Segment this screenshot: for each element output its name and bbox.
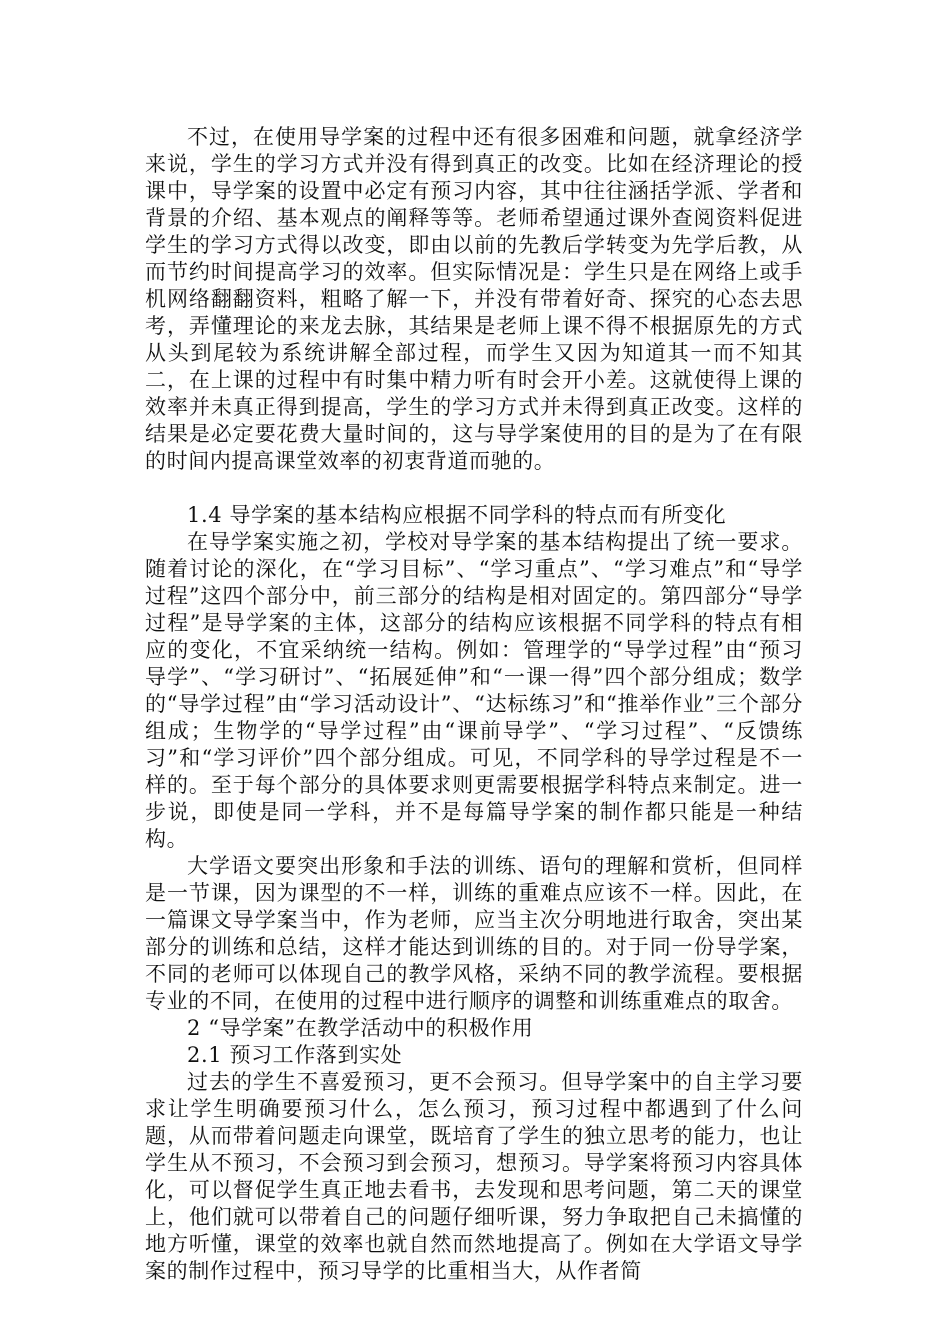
- document-body: [145, 124, 803, 1285]
- paragraph-usage-problems: 不过，在使用导学案的过程中还有很多困难和问题，就拿经济学来说，学生的学习方式并没有得到真正的改变。比如在经济理论的授课中，导学案的设置中必定有预习内容，其中往往涵括学派、学者和背景的介绍、基本观点的阐释等等。老师希望通过课外查阅资料促进学生的学习方式得以改变，即由以前的先教后学转变为先学后教，从而节约时间提高学习的效率。但实际情况是：学生只是在网络上或手机网络翻翻资料，粗略了解一下，并没有带着好奇、探究的心态去思考，弄懂理论的来龙去脉，其结果是老师上课不得不根据原先的方式从头到尾较为系统讲解全部过程，而学生又因为知道其一而不知其二，在上课的过程中有时集中精力听有时会开小差。这就使得上课的效率并未真正得到提高，学生的学习方式并未得到真正改变。这样的结果是必定要花费大量时间的，这与导学案使用的目的是为了在有限的时间内提高课堂效率的初衷背道而驰的。: [145, 125, 803, 473]
- section-heading-2-1: 2.1 预习工作落到实处: [187, 1043, 403, 1067]
- paragraph-structure: 在导学案实施之初，学校对导学案的基本结构提出了统一要求。随着讨论的深化，在“学习目标”、“学习重点”、“学习难点”和“导学过程”这四个部分中，前三部分的结构是相对固定的。第四部分“导学过程”是导学案的主体，这部分的结构应该根据不同学科的特点有相应的变化，不宜采纳统一结构。例如：管理学的“导学过程”由“预习导学”、“学习研讨”、“拓展延伸”和“一课一得”四个部分组成；数学的“导学过程”由“学习活动设计”、“达标练习”和“推举作业”三个部分组成；生物学的“导学过程”由“课前导学”、“学习过程”、“反馈练习”和“学习评价”四个部分组成。可见，不同学科的导学过程是不一样的。至于每个部分的具体要求则更需要根据学科特点来制定。进一步说，即使是同一学科，并不是每篇导学案的制作都只能是一种结构。: [145, 530, 803, 851]
- section-heading-1-4: 1.4 导学案的基本结构应根据不同学科的特点而有所变化: [187, 503, 727, 527]
- section-gap: [145, 475, 803, 502]
- paragraph-preview: 过去的学生不喜爱预习，更不会预习。但导学案中的自主学习要求让学生明确要预习什么，怎么预习，预习过程中都遇到了什么问题，从而带着问题走向课堂，既培育了学生的独立思考的能力，也让学生从不预习，不会预习到会预习，想预习。导学案将预习内容具体化，可以督促学生真正地去看书，去发现和思考问题，第二天的课堂上，他们就可以带着自己的问题仔细听课，努力争取把自己未搞懂的地方听懂，课堂的效率也就自然而然地提高了。例如在大学语文导学案的制作过程中，预习导学的比重相当大，从作者简: [145, 1070, 803, 1283]
- paragraph-chinese-course: 大学语文要突出形象和手法的训练、语句的理解和赏析，但同样是一节课，因为课型的不一样，训练的重难点应该不一样。因此，在一篇课文导学案当中，作为老师，应当主次分明地进行取舍，突出某部分的训练和总结，这样才能达到训练的目的。对于同一份导学案，不同的老师可以体现自己的教学风格，采纳不同的教学流程。要根据专业的不同，在使用的过程中进行顺序的调整和训练重难点的取舍。: [145, 854, 803, 1013]
- section-heading-2: 2 “导学案”在教学活动中的积极作用: [187, 1016, 534, 1040]
